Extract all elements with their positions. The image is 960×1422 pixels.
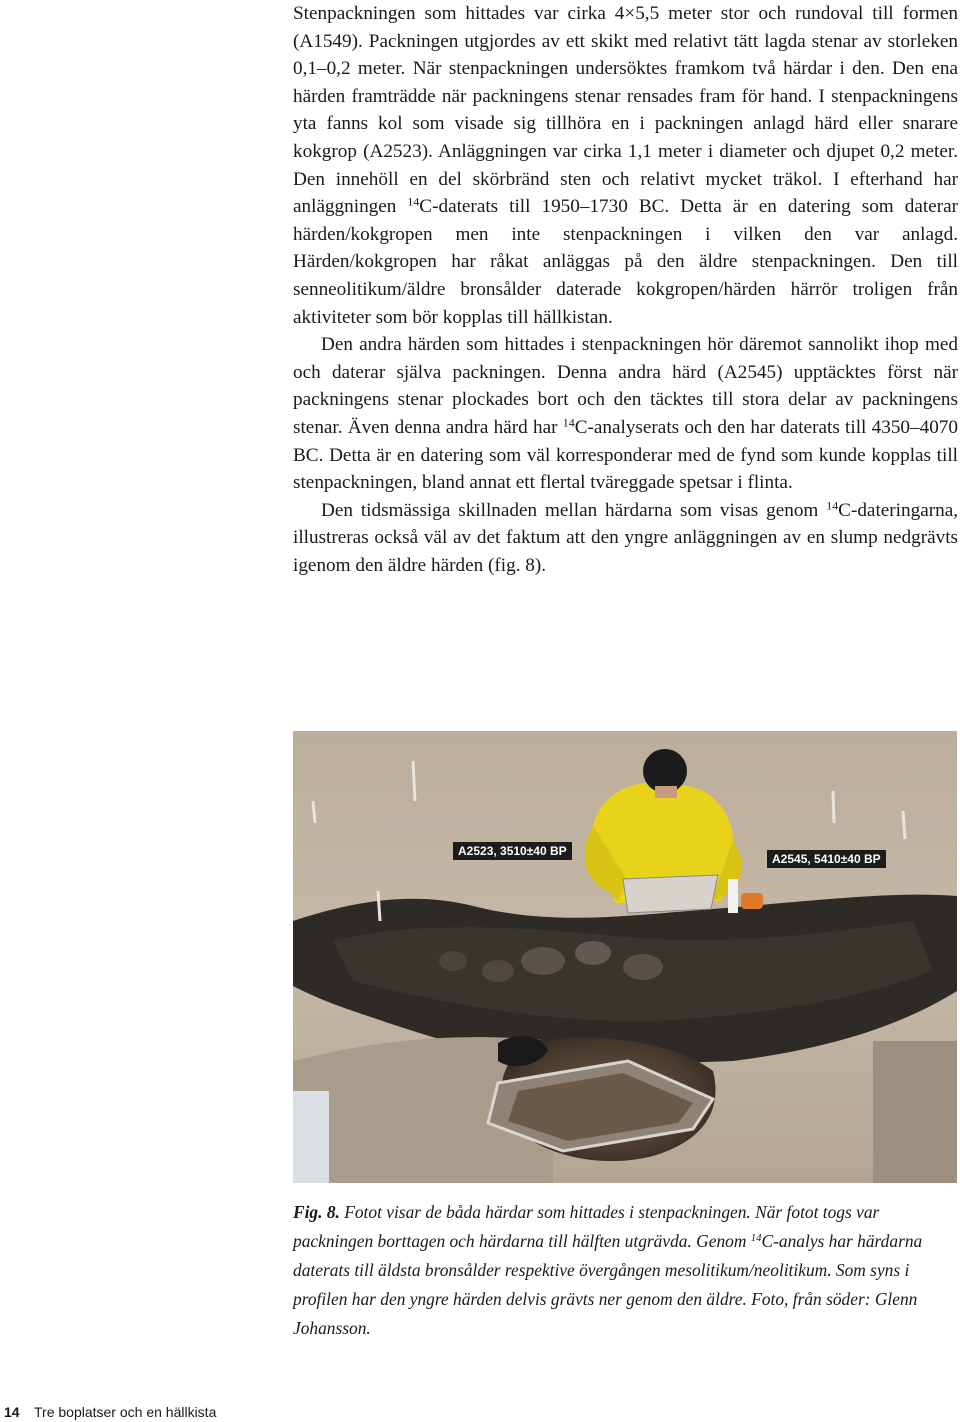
excavation-photo-illustration xyxy=(293,731,957,1183)
paragraph-3: Den tidsmässiga skillnaden mellan härdarna som visas genom $^{14}$C-dateringarna, illustreras också väl av det faktum att den yngre anläggningen av en slump nedgrävts igenom den äldre härden (fig. 8). xyxy=(293,498,959,576)
stone xyxy=(575,941,611,965)
stone xyxy=(623,954,663,980)
stone xyxy=(439,951,467,971)
page-footer xyxy=(0,1402,240,1422)
water-bottle xyxy=(293,1091,329,1183)
label-a2523: A2523, 3510±40 BP xyxy=(453,842,572,860)
excavation-photo xyxy=(293,731,957,1183)
stone xyxy=(482,960,514,982)
person-face xyxy=(655,786,677,798)
edge-sand-right xyxy=(873,1041,957,1183)
paragraph-2: Den andra härden som hittades i stenpackningen hör däremot sannolikt ihop med och daterar själva packningen. Denna andra härd (A2545) upptäcktes först när packningens stenar plockades bort och den täcktes till stora delar av packningens stenar. Även denna andra härd har $^{14}$C-analyserats och den har daterats till 4350–4070 BC. Detta är en datering som väl korresponderar med de fynd som kunde kopplas till stenpackningen, bland annat ett flertal tväreggade spetsar i flinta. xyxy=(293,334,958,494)
running-title: Tre boplatser och en hällkista xyxy=(34,1404,217,1420)
page-number: 14 xyxy=(4,1404,20,1420)
body-text xyxy=(293,0,958,579)
bucket xyxy=(741,893,763,909)
dustpan xyxy=(623,875,718,913)
paragraph-1: Stenpackningen som hittades var cirka 4×5,5 meter stor och rundoval till formen (A1549). Packningen utgjordes av ett skikt med relativt tätt lagda stenar av storleken 0,1–0,2 meter. När stenpackningen undersöktes framkom två härdar i den. Den ena härden framträdde när packningens stenar rensades fram för hand. I stenpackningens yta fanns kol som visade sig tillhöra en i packningen anlagd härd eller snarare kokgrop (A2523). Anläggningen var cirka 1,1 meter i diameter och djupet 0,2 meter. Den innehöll en del skörbränd sten och relativt mycket träkol. I efterhand har anläggningen $^{14}$C-daterats till 1950–1730 BC. Detta är en datering som daterar härden/kokgropen men inte stenpackningen i vilken den var anlagd. Härden/kokgropen har råkat anläggas på den äldre stenpackningen. Den till senneolitikum/äldre bronsålder daterade kokgropen/härden härrör troligen från aktiviteter som bör kopplas till hällkistan. xyxy=(293,3,958,328)
stone xyxy=(521,947,565,975)
spray-bottle xyxy=(728,879,738,913)
figure-caption: Fig. 8. Fotot visar de båda härdar som hittades i stenpackningen. När fotot togs var packningen borttagen och härdarna till hälften utgrävda. Genom $^{14}$C-analys har härdarna daterats till äldsta bronsålder respektive övergången mesolitikum/neolitikum. Som syns i profilen har den yngre härden delvis grävts ner genom den äldre. Foto, från söder: Glenn Johansson. xyxy=(293,1202,923,1338)
label-a2545: A2545, 5410±40 BP xyxy=(767,850,886,868)
figure-label: Fig. 8. xyxy=(293,1202,340,1222)
